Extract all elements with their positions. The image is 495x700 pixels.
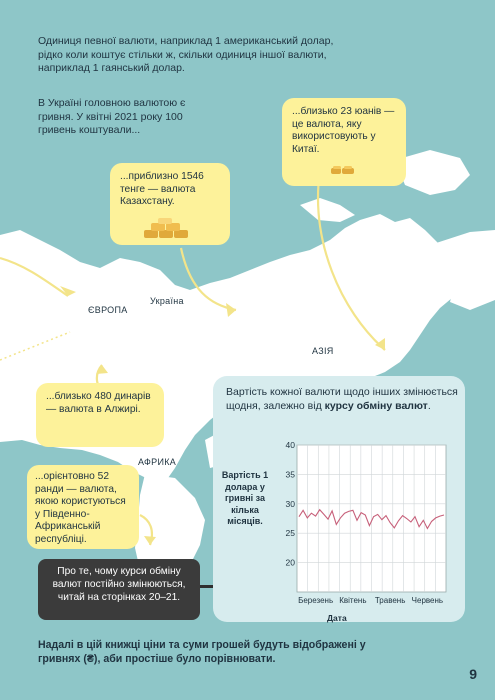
y-tick-label: 40 (285, 440, 295, 450)
intro-text: Одиниця певної валюти, наприклад 1 американський долар, рідко коли коштує стільки ж, скільки одиниця іншої валюти, наприклад 1 гаянський долар. (38, 35, 334, 74)
coins-stack-icon (142, 218, 192, 240)
coins-icon (329, 165, 359, 175)
y-tick-label: 25 (285, 528, 295, 539)
see-pages-note: Про те, чому курси обміну валют постійно змінюються, читай на сторінках 20–21. (38, 559, 200, 620)
label-africa: АФРИКА (138, 457, 177, 467)
footer-text: Надалі в цій книжці ціни та суми грошей будуть відображені у гривнях (₴), аби простіше було порівнювати. (38, 639, 366, 665)
x-tick-label: Квітень (339, 596, 367, 605)
bubble-kazakhstan (110, 163, 230, 245)
exchange-rate-chart (287, 437, 456, 607)
bubble-algeria-text: ...близько 480 динарів — валюта в Алжирі. (46, 391, 151, 415)
panel-bold-term: курсу обміну валют (324, 399, 428, 412)
bubble-south-africa (27, 465, 139, 549)
bubble-china (282, 98, 406, 186)
x-tick-label: Травень (374, 596, 406, 605)
x-tick-label: Червень (411, 596, 444, 605)
x-tick-label: Березень (298, 596, 334, 605)
panel-text: Вартість кожної валюти щодо інших змінюється щодня, залежно від курсу обміну валют. (226, 386, 458, 412)
label-asia: АЗІЯ (312, 346, 334, 356)
label-europe: ЄВРОПА (88, 305, 128, 315)
y-tick-label: 35 (285, 469, 295, 480)
y-tick-label: 20 (285, 557, 295, 568)
ukraine-text: В Україні головною валютою є гривня. У квітні 2021 року 100 гривень коштували... (38, 97, 186, 136)
label-ukraine: Україна (150, 296, 184, 306)
bubble-algeria (36, 383, 164, 447)
page-number: 9 (469, 666, 477, 682)
chart-xlabel: Дата (327, 613, 347, 623)
bubble-china-text: ...близько 23 юанів — це валюта, яку використовують у Китаї. (292, 106, 395, 155)
y-tick-label: 30 (285, 498, 295, 509)
bubble-south-africa-text: ...орієнтовно 52 ранди — валюта, якою користуються у Південно-Африканській республіці. (35, 471, 126, 545)
chart-ylabel: Вартість 1 долара у гривні за кілька місяців. (221, 470, 269, 526)
bubble-kazakhstan-text: ...приблизно 1546 тенге — валюта Казахстану. (120, 171, 204, 207)
